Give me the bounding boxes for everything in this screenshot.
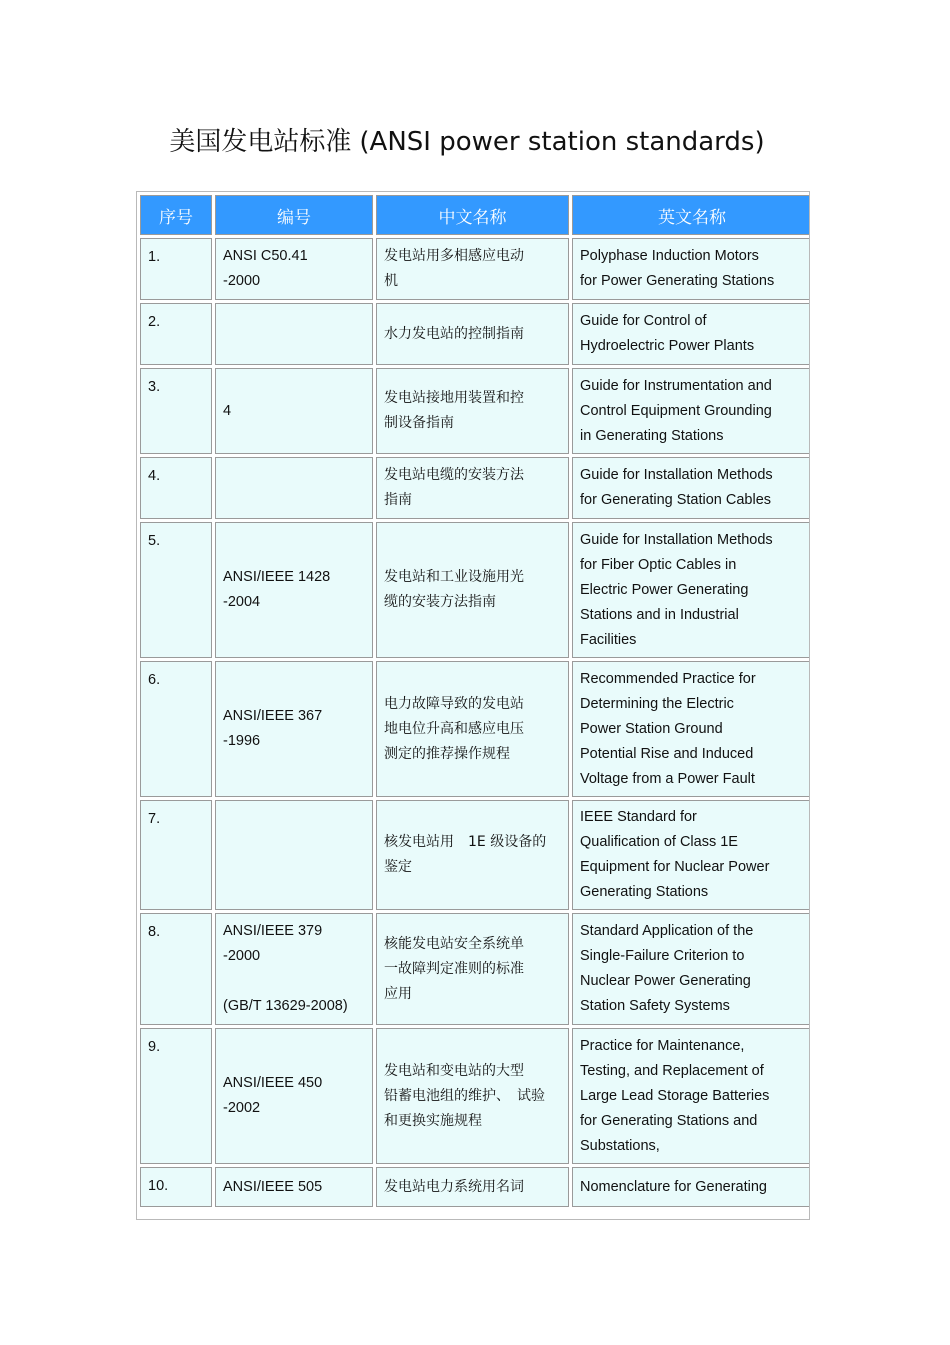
- cell-chinese-name: [376, 238, 569, 300]
- table-row: [140, 661, 810, 797]
- cell-code-line: ANSI/IEEE 1428: [223, 569, 331, 585]
- cell-chinese-name: [376, 522, 569, 658]
- cell-code-line: -2002: [223, 1100, 261, 1116]
- cell-chinese-name-line: 电力故障导致的发电站: [384, 695, 524, 712]
- table-row: [140, 800, 810, 910]
- cell-english-name-line: Facilities: [580, 631, 637, 648]
- cell-english-name-line: Power Station Ground: [580, 720, 723, 737]
- cell-english-name: [572, 913, 810, 1025]
- cell-english-name-line: Hydroelectric Power Plants: [580, 338, 755, 354]
- cell-english-name-line: Standard Application of the: [580, 923, 754, 939]
- cell-chinese-name: [376, 1028, 569, 1164]
- cell-code: [215, 913, 373, 1025]
- cell-english-name-line: Recommended Practice for: [580, 670, 756, 687]
- cell-chinese-name-line: 核能发电站安全系统单: [384, 935, 524, 952]
- cell-chinese-name-line: 缆的安装方法指南: [384, 594, 496, 610]
- cell-code: [215, 522, 373, 658]
- cell-english-name-line: Polyphase Induction Motors: [580, 248, 759, 264]
- cell-chinese-name: [376, 800, 569, 910]
- cell-code-line: ANSI/IEEE 379: [223, 923, 323, 939]
- cell-english-name-line: Station Safety Systems: [580, 998, 730, 1014]
- cell-english-name-line: Testing, and Replacement of: [580, 1062, 764, 1079]
- cell-english-name-line: Guide for Control of: [580, 313, 707, 329]
- cell-code-line: ANSI/IEEE 367: [223, 708, 323, 724]
- cell-index: 6.: [140, 661, 212, 797]
- page-title: [0, 122, 934, 162]
- cell-chinese-name-line: 机: [384, 273, 398, 289]
- cell-code: [215, 661, 373, 797]
- cell-english-name-line: Determining the Electric: [580, 695, 734, 712]
- cell-english-name-line: Stations and in Industrial: [580, 606, 739, 623]
- cell-english-name: [572, 1167, 810, 1207]
- cell-english-name: [572, 1028, 810, 1164]
- cell-english-name: [572, 368, 810, 454]
- cell-english-name-line: Guide for Installation Methods: [580, 531, 773, 548]
- cell-chinese-name: [376, 457, 569, 519]
- cell-english-name-line: Qualification of Class 1E: [580, 834, 738, 850]
- cell-index: 2.: [140, 303, 212, 365]
- cell-code: [215, 303, 373, 365]
- cell-chinese-name: [376, 661, 569, 797]
- cell-code: [215, 238, 373, 300]
- cell-chinese-name-line: 发电站和工业设施用光: [384, 569, 524, 585]
- cell-chinese-name-line: 发电站电力系统用名词: [384, 1178, 524, 1195]
- cell-english-name-line: Practice for Maintenance,: [580, 1037, 745, 1054]
- cell-index: 4.: [140, 457, 212, 519]
- table-row: [140, 457, 810, 519]
- cell-chinese-name-line: 应用: [384, 985, 412, 1002]
- cell-index: 9.: [140, 1028, 212, 1164]
- cell-english-name-line: for Fiber Optic Cables in: [580, 556, 737, 573]
- table-row: [140, 522, 810, 658]
- cell-chinese-name: [376, 913, 569, 1025]
- title-zh: 美国发电站标准: [169, 127, 352, 157]
- cell-chinese-name-line: 和更换实施规程: [384, 1112, 482, 1129]
- cell-chinese-name-line: 核发电站用 1E 级设备的: [384, 834, 547, 850]
- cell-chinese-name-line: 地电位升高和感应电压: [384, 720, 524, 737]
- cell-english-name: [572, 661, 810, 797]
- cell-english-name-line: Guide for Instrumentation and: [580, 377, 772, 394]
- standards-table-container: [136, 191, 810, 1220]
- table-header-row: [140, 195, 810, 235]
- cell-chinese-name-line: 制设备指南: [384, 415, 454, 431]
- cell-english-name-line: Equipment for Nuclear Power: [580, 859, 770, 875]
- cell-index: 8.: [140, 913, 212, 1025]
- cell-english-name-line: Single-Failure Criterion to: [580, 948, 745, 964]
- cell-code: [215, 1167, 373, 1207]
- table-row: [140, 1167, 810, 1207]
- header-index: 序号: [140, 195, 212, 235]
- cell-chinese-name-line: 指南: [384, 492, 412, 508]
- cell-chinese-name: [376, 368, 569, 454]
- cell-index: 3.: [140, 368, 212, 454]
- table-row: [140, 368, 810, 454]
- cell-english-name-line: Voltage from a Power Fault: [580, 770, 755, 787]
- cell-index: 1.: [140, 238, 212, 300]
- cell-english-name-line: Nuclear Power Generating: [580, 973, 751, 989]
- cell-english-name-line: Substations,: [580, 1137, 660, 1154]
- cell-english-name-line: Nomenclature for Generating: [580, 1178, 767, 1195]
- cell-code-line: ANSI/IEEE 450: [223, 1075, 323, 1091]
- cell-english-name: [572, 522, 810, 658]
- cell-english-name-line: for Power Generating Stations: [580, 273, 775, 289]
- cell-english-name: [572, 457, 810, 519]
- cell-code-line: -1996: [223, 733, 261, 749]
- cell-english-name-line: Control Equipment Grounding: [580, 402, 772, 419]
- cell-index: 7.: [140, 800, 212, 910]
- cell-code-line: ANSI/IEEE 505: [223, 1178, 323, 1195]
- table-row: [140, 303, 810, 365]
- cell-code-line: -2004: [223, 594, 261, 610]
- standards-table: [137, 192, 810, 1210]
- cell-code-line: -2000: [223, 948, 261, 964]
- cell-chinese-name-line: 发电站电缆的安装方法: [384, 467, 524, 483]
- cell-english-name-line: IEEE Standard for: [580, 809, 697, 825]
- cell-english-name: [572, 303, 810, 365]
- header-chinese-name: 中文名称: [376, 195, 569, 235]
- cell-english-name-line: for Generating Station Cables: [580, 492, 772, 508]
- header-english-name: 英文名称: [572, 195, 810, 235]
- table-body: [140, 238, 810, 1207]
- cell-chinese-name-line: 发电站接地用装置和控: [384, 390, 524, 406]
- cell-index: 5.: [140, 522, 212, 658]
- cell-english-name-line: Potential Rise and Induced: [580, 745, 754, 762]
- cell-code-line: 4: [223, 402, 232, 419]
- cell-chinese-name-line: 发电站用多相感应电动: [384, 248, 524, 264]
- cell-english-name-line: Electric Power Generating: [580, 581, 749, 598]
- cell-chinese-name: [376, 303, 569, 365]
- cell-code: [215, 368, 373, 454]
- cell-chinese-name-line: 一故障判定准则的标准: [384, 960, 524, 977]
- cell-english-name-line: for Generating Stations and: [580, 1112, 758, 1129]
- cell-code-line: -2000: [223, 273, 261, 289]
- cell-chinese-name-line: 鉴定: [384, 859, 412, 875]
- cell-code: [215, 457, 373, 519]
- cell-chinese-name-line: 铅蓄电池组的维护、 试验: [384, 1087, 545, 1104]
- cell-english-name-line: in Generating Stations: [580, 427, 724, 444]
- cell-chinese-name-line: 发电站和变电站的大型: [384, 1062, 524, 1079]
- cell-chinese-name-line: 测定的推荐操作规程: [384, 745, 510, 762]
- cell-code-line: ANSI C50.41: [223, 248, 308, 264]
- table-row: [140, 1028, 810, 1164]
- cell-index: 10.: [140, 1167, 212, 1207]
- cell-code: [215, 800, 373, 910]
- cell-english-name-line: Generating Stations: [580, 884, 709, 900]
- table-row: [140, 913, 810, 1025]
- cell-chinese-name-line: 水力发电站的控制指南: [384, 325, 524, 342]
- header-code: 编号: [215, 195, 373, 235]
- cell-english-name-line: Guide for Installation Methods: [580, 467, 773, 483]
- cell-code-line: (GB/T 13629-2008): [223, 998, 348, 1014]
- cell-code: [215, 1028, 373, 1164]
- title-en: (ANSI power station standards): [359, 127, 765, 157]
- table-row: [140, 238, 810, 300]
- cell-code-line: [223, 969, 365, 994]
- cell-english-name-line: Large Lead Storage Batteries: [580, 1087, 770, 1104]
- cell-english-name: [572, 238, 810, 300]
- cell-chinese-name: [376, 1167, 569, 1207]
- cell-english-name: [572, 800, 810, 910]
